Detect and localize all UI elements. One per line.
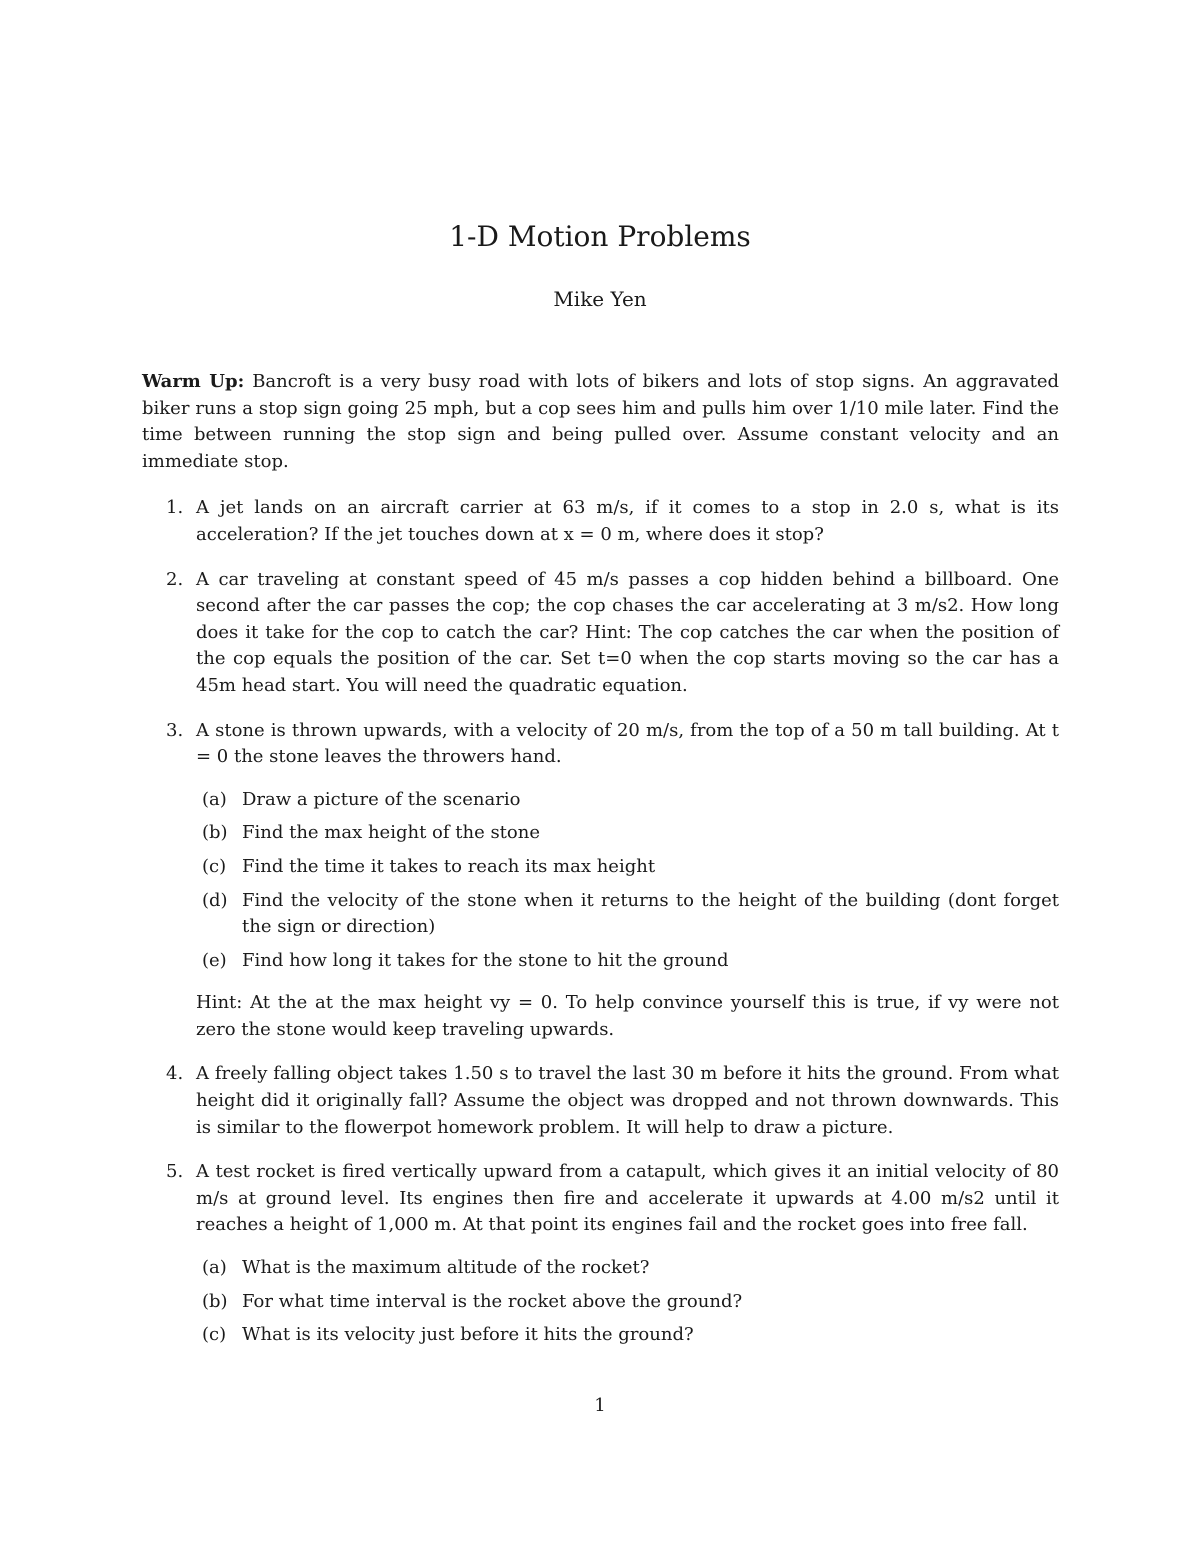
sub-question-text: What is the maximum altitude of the rocket?	[242, 1257, 650, 1279]
problem-number: 5.	[166, 1161, 184, 1183]
problem-text: A car traveling at constant speed of 45 m/s passes a cop hidden behind a billboard. One second after the car passes the cop; the cop chases the car accelerating at 3 m/s2. How long does it take for the cop to catch the car? Hint: The cop catches the car when the position of the cop equals the position of the car. Set t=0 when the cop starts moving so the car has a 45m head start. You will need the quadratic equation.	[196, 568, 1059, 696]
problem-4	[142, 1061, 1059, 1141]
sub-question-text: For what time interval is the rocket above the ground?	[242, 1290, 743, 1312]
problem-2	[142, 567, 1059, 700]
sub-question-c	[196, 854, 1059, 881]
problem-text: A test rocket is fired vertically upward from a catapult, which gives it an initial velocity of 80 m/s at ground level. Its engines then fire and accelerate it upwards at 4.00 m/s2 until it reaches a height of 1,000 m. At that point its engines fail and the rocket goes into free fall.	[196, 1161, 1059, 1236]
sub-question-label: (a)	[202, 788, 227, 810]
document-body	[142, 369, 1059, 1349]
sub-question-b	[196, 1289, 1059, 1316]
sub-question-text: Find the time it takes to reach its max height	[242, 855, 656, 877]
sub-question-text: Find how long it takes for the stone to hit the ground	[242, 949, 729, 971]
sub-question-a	[196, 1255, 1059, 1282]
problem-number: 2.	[166, 568, 184, 590]
sub-question-label: (c)	[202, 1324, 227, 1346]
problem-text: A jet lands on an aircraft carrier at 63 m/s, if it comes to a stop in 2.0 s, what is its acceleration? If the jet touches down at x = 0 m, where does it stop?	[196, 497, 1059, 545]
sub-question-list	[196, 787, 1059, 975]
sub-question-label: (b)	[202, 822, 228, 844]
problem-number: 4.	[166, 1063, 184, 1085]
sub-question-b	[196, 820, 1059, 847]
document-title: 1-D Motion Problems	[449, 220, 751, 253]
sub-question-label: (b)	[202, 1290, 228, 1312]
author-name: Mike Yen	[553, 287, 647, 311]
sub-question-c	[196, 1322, 1059, 1349]
problem-list	[142, 495, 1059, 1348]
sub-question-text: Draw a picture of the scenario	[242, 788, 521, 810]
sub-question-a	[196, 787, 1059, 814]
sub-question-text: Find the max height of the stone	[242, 822, 541, 844]
problem-number: 3.	[166, 719, 184, 741]
problem-text: A freely falling object takes 1.50 s to travel the last 30 m before it hits the ground. From what height did it originally fall? Assume the object was dropped and not thrown downwards. This is similar to the flowerpot homework problem. It will help to draw a picture.	[196, 1063, 1059, 1138]
problem-5	[142, 1159, 1059, 1349]
sub-question-text: What is its velocity just before it hits the ground?	[242, 1324, 694, 1346]
warm-up-text: Bancroft is a very busy road with lots of bikers and lots of stop signs. An aggravated biker runs a stop sign going 25 mph, but a cop sees him and pulls him over 1/10 mile later. Find the time between running the stop sign and being pulled over. Assume constant velocity and an immediate stop.	[142, 371, 1060, 472]
sub-question-e	[196, 948, 1059, 975]
problem-1	[142, 495, 1059, 548]
problem-text: A stone is thrown upwards, with a velocity of 20 m/s, from the top of a 50 m tall building. At t = 0 the stone leaves the throwers hand.	[196, 719, 1059, 768]
page-number: 1	[594, 1395, 606, 1416]
sub-question-label: (d)	[202, 889, 228, 911]
sub-question-label: (a)	[202, 1257, 227, 1279]
problem-number: 1.	[166, 497, 184, 519]
warm-up-paragraph	[142, 369, 1059, 475]
problem-hint: Hint: At the at the max height vy = 0. To help convince yourself this is true, if vy were not zero the stone would keep traveling upwards.	[196, 992, 1059, 1040]
sub-question-list	[196, 1255, 1059, 1349]
sub-question-label: (e)	[202, 949, 227, 971]
sub-question-text: Find the velocity of the stone when it returns to the height of the building (dont forget the sign or direction)	[242, 889, 1059, 938]
sub-question-d	[196, 888, 1059, 941]
problem-3	[142, 718, 1059, 1044]
sub-question-label: (c)	[202, 855, 227, 877]
warm-up-label: Warm Up:	[142, 371, 245, 392]
